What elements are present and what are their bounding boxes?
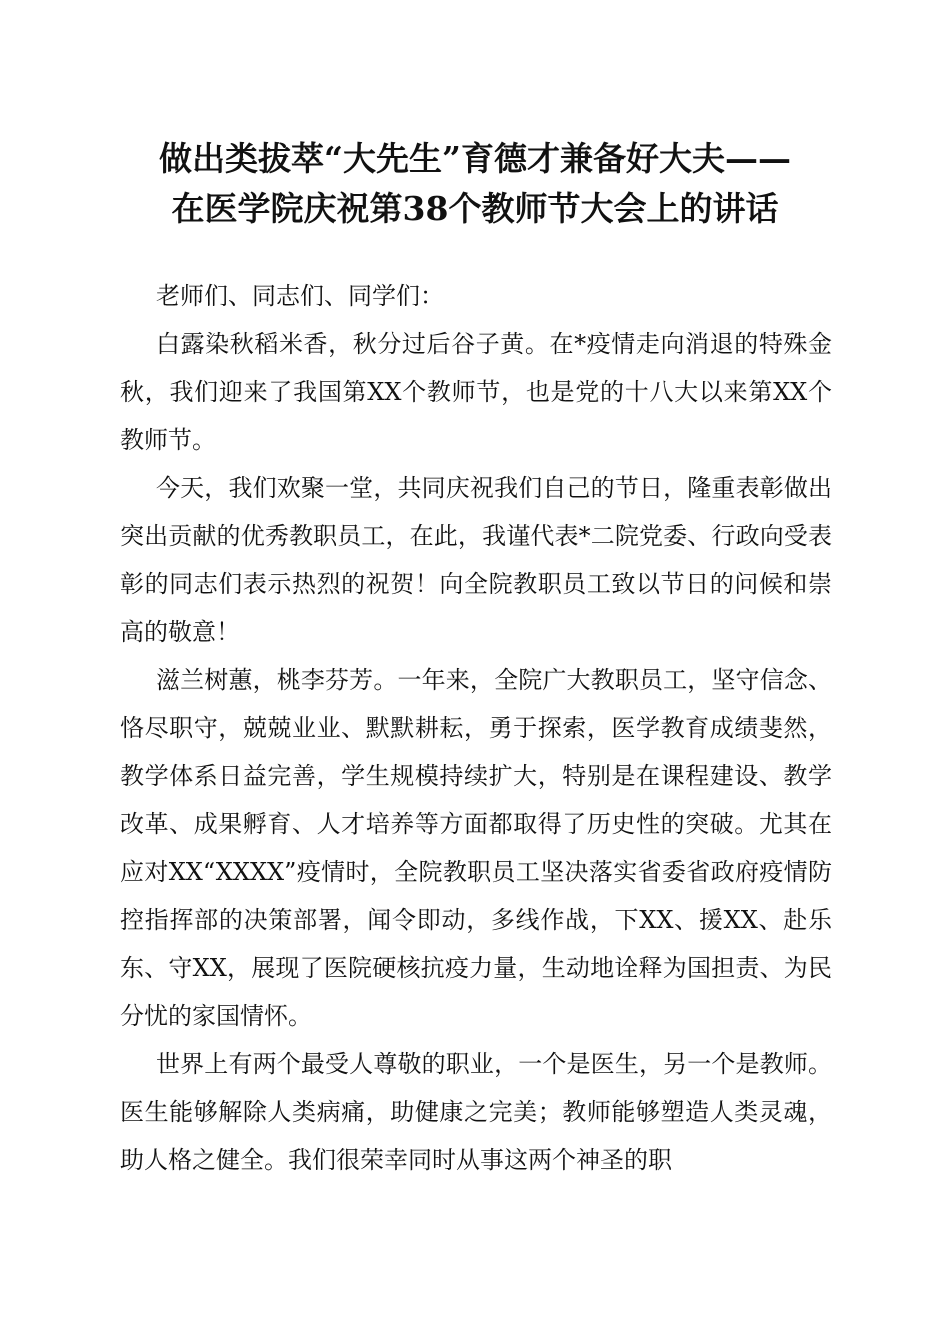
paragraph-4: 世界上有两个最受人尊敬的职业，一个是医生，另一个是教师。医生能够解除人类病痛，助健康之完美；教师能够塑造人类灵魂，助人格之健全。我们很荣幸同时从事这两个神圣的职: [120, 1050, 832, 1174]
paragraph-1: 白露染秋稻米香，秋分过后谷子黄。在*疫情走向消退的特殊金秋，我们迎来了我国第XX个教师节，也是党的十八大以来第XX个教师节。: [120, 330, 832, 454]
salutation: 老师们、同志们、同学们：: [156, 282, 444, 310]
paragraph-2: 今天，我们欢聚一堂，共同庆祝我们自己的节日，隆重表彰做出突出贡献的优秀教职员工，在此，我谨代表*二院党委、行政向受表彰的同志们表示热烈的祝贺！向全院教职员工致以节日的问候和崇高的敬意！: [120, 474, 832, 646]
document-body: [120, 272, 832, 1184]
document-title-line-2: 在医学院庆祝第38个教师节大会上的讲话: [171, 189, 779, 228]
document-title-line-1: 做出类拔萃“大先生”育德才兼备好大夫——: [159, 139, 791, 178]
paragraph-3: 滋兰树蕙，桃李芬芳。一年来，全院广大教职员工，坚守信念、恪尽职守，兢兢业业、默默耕耘，勇于探索，医学教育成绩斐然，教学体系日益完善，学生规模持续扩大，特别是在课程建设、教学改革、成果孵育、人才培养等方面都取得了历史性的突破。尤其在应对XX“XXXX”疫情时，全院教职员工坚决落实省委省政府疫情防控指挥部的决策部署，闻令即动，多线作战，下XX、援XX、赴乐东、守XX，展现了医院硬核抗疫力量，生动地诠释为国担责、为民分忧的家国情怀。: [120, 666, 832, 1030]
